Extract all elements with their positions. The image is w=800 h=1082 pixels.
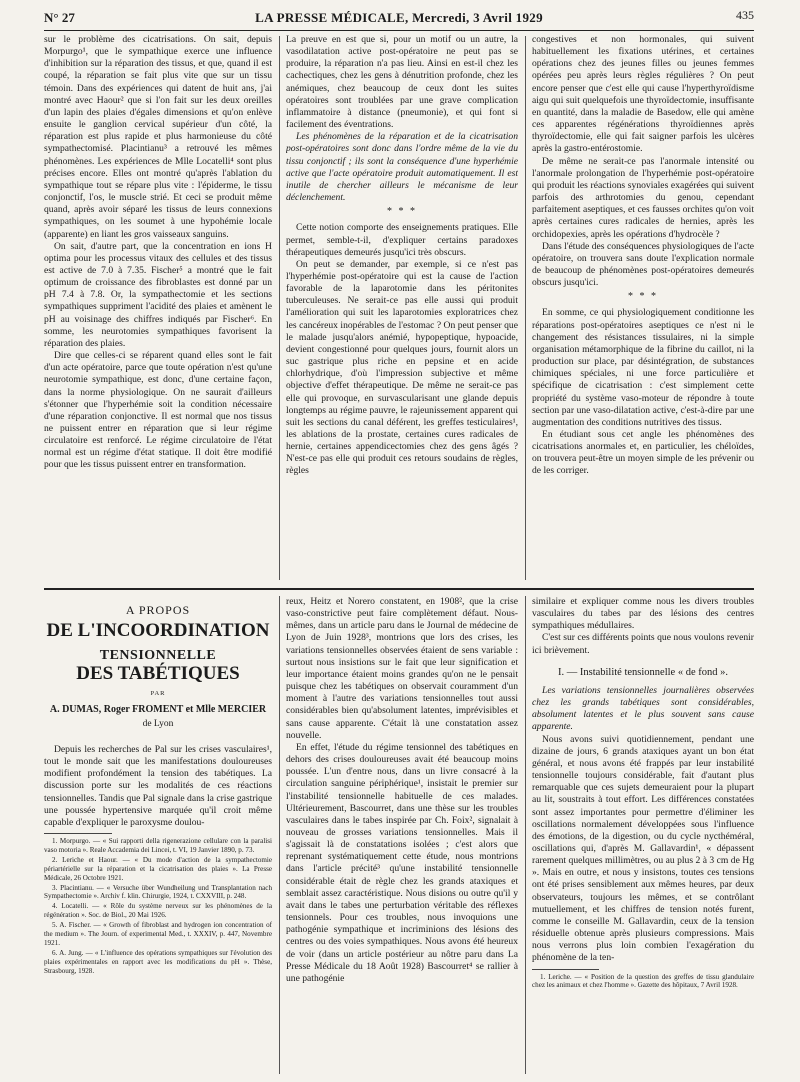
article-separator: [44, 588, 754, 590]
paragraph: En somme, ce qui physiologiquement conditionne les réparations post-opératoires aseptiques ce n'est ni le changement des résistances tissulaires, ni la simple organisation métamorphique de la fibrine du caillot, ni la production sur place, par désintégration, de substances chimiques spéciales, ni une force particulière et spécifique de cicatrisation : c'est simplement cette propriété du système vaso-moteur de répondre à toute section par une vaso-dilatation active, c'est-à-dire par une augmentation des conditions nutritives des tissus.: [532, 307, 754, 428]
section-stars: * * *: [387, 206, 417, 218]
top-column-2: [286, 34, 518, 582]
paragraph: Dans l'étude des conséquences physiologiques de l'acte opératoire, on trouvera sans doute l'explication normale de beaucoup de phénomènes post-opératoires demeurés obscurs jusqu'ici.: [532, 240, 754, 289]
top-column-1: [44, 34, 272, 582]
page-number: 435: [736, 8, 754, 22]
article-column-2: [286, 596, 518, 1076]
article-title-line-2: TENSIONNELLE: [99, 648, 217, 664]
column-divider: [525, 36, 526, 580]
article-authors: A. DUMAS, Roger FROMENT et Mlle MERCIER: [49, 703, 267, 715]
section-lead: Les variations tensionnelles journalières observées chez les grands tabétiques sont considérables, absolument latentes et le plus souvent sans cause apparente.: [532, 684, 754, 733]
footnote: 4. Locatelli. — « Rôle du système nerveux sur les phénomènes de la régénération ». Soc. de Biol., 20 Mai 1926.: [44, 902, 272, 920]
footnote: 2. Leriche et Haour. — « Du mode d'action de la sympathectomie périartérielle sur la réparation et la cicatrisation des plaies ». La Presse Médicale, 26 Octobre 1921.: [44, 855, 272, 882]
article-kicker: A PROPOS: [125, 603, 191, 617]
footnote: 1. Morpurgo. — « Sui rapporti della rigenerazione cellulare con la paralisi vaso motoria ». Reale Accademia dei Lincei, t. VI, 19 Janvier 1890, p. 73.: [44, 837, 272, 854]
paragraph: reux, Heitz et Norero constatent, en 1908², que la crise vaso-constrictive peut faire complètement défaut. Nous-mêmes, dans un article paru dans le Journal de médecine de Lyon de Juin 1928³, montrions que lors des crises, les variations tensionnelles observées étaient de sens variable : surtout nous insistions sur le fait que leur signification et leur importance étaient moins grandes qu'on ne le pensait puisque chez les tabétiques on observait couramment d'un moment à l'autre des variations tensionnelles tout aussi considérables bien qu'absolument latentes, imprévisibles et sans cause apparente. C'était là une constatation assez nouvelle.: [286, 596, 518, 741]
journal-title: LA PRESSE MÉDICALE, Mercredi, 3 Avril 1929: [255, 10, 543, 25]
footnote: 1. Leriche. — « Position de la question des greffes de tissu glandulaire chez les animaux et chez l'homme ». Gazette des hôpitaux, 7 Avril 1928.: [532, 972, 754, 990]
paragraph: similaire et expliquer comme nous les divers troubles vasculaires du tabes par des lésions des centres sympathiques médullaires.: [532, 596, 754, 632]
footnotes: [44, 837, 272, 976]
footnote-rule: [44, 833, 112, 834]
footnote: 5. A. Fischer. — « Growth of fibroblast and hydrogen ion concentration of the medium ». The Journ. of experimental Med., t. XXXIV, p. 447, Novembre 1921.: [44, 921, 272, 947]
footnotes: [532, 973, 754, 991]
article-column-1: [44, 594, 272, 1076]
column-divider: [279, 36, 280, 580]
section-stars: * * *: [628, 291, 658, 303]
paragraph: C'est sur ces différents points que nous voulons revenir ici brièvement.: [532, 632, 754, 656]
article-city: de Lyon: [142, 718, 174, 729]
paragraph: Cette notion comporte des enseignements pratiques. Elle permet, semble-t-il, d'expliquer certains paradoxes thérapeutiques demeurés jusqu'ici très obscurs.: [286, 222, 518, 258]
paragraph: De même ne serait-ce pas l'anormale intensité ou l'anormale prolongation de l'hyperhémie post-opératoire qui produit les réactions synoviales exagérées qui suivent parfois des arthrotomies du genou, cependant parfaitement aseptiques, et ces fausses orchites qu'on voit après certaines cures radicales de hernies, après les orchidopexies, après les opérations d'hydrocèle ?: [532, 155, 754, 240]
article-title-line-1: DE L'INCOORDINATION: [46, 620, 270, 642]
paragraph: La preuve en est que si, pour un motif ou un autre, la vasodilatation active post-opératoire ne peut pas se produire, la réparation n'a pas lieu. Ainsi en est-il chez les cachectiques, chez les gens à dénutrition profonde, chez les anémiques, chez beaucoup de ceux dont les suites opératoires sont troublées par une grave complication inflammatoire à distance (pneumonie), et qui font si facilement des éventrations.: [286, 34, 518, 131]
paragraph: On sait, d'autre part, que la concentration en ions H optima pour les processus vitaux des cellules et des tissus est active de 7.0 à 7.35. Fischer⁵ a montré que le fait optimum de croissance des fibroblastes est donné par un pH 7.4 à 7.8. Or, la sympathectomie et les sections sympathiques suppriment l'acidité des plaies et amènent le pH au voisinage des chiffres indiqués par Fischer⁶. En somme, les neurotomies sympathiques favorisent la réparation des plaies.: [44, 240, 272, 349]
paragraph: On peut se demander, par exemple, si ce n'est pas l'hyperhémie post-opératoire qui est la cause de l'action favorable de la laparotomie dans les péritonites tuberculeuses. Ne serait-ce pas elle aussi qui produit l'amélioration qui suit les laparotomies exploratrices chez les cancéreux inopérables de l'estomac ? On peut penser que le malade jusqu'alors anémié, hypopeptique, hypoacide, devient congestionné pour quelques jours, fournit alors un suc gastrique plus riche en pepsine et en acide chlorhydrique, d'où l'impression subjective et même objective d'effet thérapeutique. De même ne serait-ce pas elle qui provoque, en survascularisant une glande depuis longtemps au régime pauvre, le rajeunissement apparent qui suit les sections du canal déférent, les greffes testiculaires¹, les ablations de la prostate, certaines cures radicales de hernie, certaines appendicectomies chez des gens âgés ? N'est-ce pas elle qui produit ces retours soudains de règles, règles: [286, 258, 518, 477]
top-column-3: [532, 34, 754, 582]
footnote: 3. Placintianu. — « Versuche über Wundheilung und Transplantation nach Sympathectomie ». Archiv f. klin. Chirurgie, 1924, t. CXXVIII, p. 248.: [44, 883, 272, 901]
paragraph: sur le problème des cicatrisations. On sait, depuis Morpurgo¹, que le sympathique exerce une influence d'inhibition sur la réparation des tissus, et que, quand il est coupé, la réparation se fait plus vite que sur un tissu témoin. Dans des expériences qui datent de huit ans, j'ai montré avec Haour² que si l'on fait sur les deux oreilles d'un lapin des plaies d'égales dimensions et qu'on enlève ensuite le ganglion cervical supérieur d'un côté, la réparation est plus rapide et plus harmonieuse du côté sympathectomisé. Placintianu³ a retrouvé les mêmes phénomènes. Les expériences de Mlle Locatelli⁴ sont plus précises encore. Elles ont montré qu'après l'ablation du sympathique tout se répare plus vite : l'épiderme, le tissu conjonctif, l'os, le muscle strié. Et ceci se produit même quand, après avoir séparé les tissus de leurs connexions sympathiques, on les soumet à une hypohémie locale (apparente) en liant les gros vaisseaux sanguins.: [44, 34, 272, 240]
column-divider: [525, 596, 526, 1074]
section-heading: I. — Instabilité tensionnelle « de fond ».: [557, 666, 728, 678]
paragraph: En effet, l'étude du régime tensionnel des tabétiques en dehors des crises douloureuses avait été beaucoup moins poussée. L'un d'entre nous, dans un livre consacré à la circulation sanguine périphérique¹, insistait le premier sur l'instabilité tensionnelle habituelle de ces malades. Ultérieurement, Bascourret, dans une thèse sur les troubles vasculaires dans le tabes inspirée par Ch. Foix², signalait à nouveau de grosses variations tensionnelles. Mais il s'agissait là de constatations isolées ; c'est alors que reprenant systématiquement cette étude, nous montrions dans l'article précité³ qu'une instabilité tensionnelle considérable était de règle chez les grands ataxiques et semblait assez caractéristique. Nous disions ou outre qu'il y avait dans le tabes une perturbation véritable des réflexes tensionnels. Pour ces troubles, nous invoquions une pathogénie sympathique et incriminions des lésions des centres ou des voies sympathiques. Nous avons été heureux de voir (dans un article postérieur au nôtre paru dans La Presse Médicale du 18 Août 1928) Bascourret⁴ se rallier à une pathogénie: [286, 741, 518, 984]
page-header: [44, 8, 754, 31]
article-column-3: [532, 596, 754, 1076]
paragraph: Nous avons suivi quotidiennement, pendant une dizaine de jours, 6 grands ataxiques ayant un bon état général, et nous avons été frappés par leur instabilité tensionnelle toujours considérable, fait d'autant plus remarquable que ces sujets demeuraient pour la plupart au lit, soustraits à tout effort. Les différences constatées sont assez importantes pour permettre d'éliminer les oscillations normalement développées sous l'influence des émotions, de la digestion, ou du cycle nycthéméral, oscillations qui, d'après M. Gallavardin¹, « dépassent rarement quelques millimètres, ou au plus 2 à 3 cm de Hg ». Mais en outre, et nous y insistons, toutes ces tensions ont été prises sensiblement aux mêmes heures, par deux observateurs, toujours les mêmes, et se contrôlant mutuellement, et les chiffres de tension notés furent, comme le conseille M. Gallavardin, ceux de la tension résiduelle obtenue après plusieurs compressions. Mais nous verrons plus loin combien l'exagération du phénomène de la ten-: [532, 733, 754, 964]
footnote: 6. A. Jung. — « L'influence des opérations sympathiques sur l'évolution des plaies expérimentales en rapport avec les modifications du pH ». Thèse, Strasbourg, 1928.: [44, 948, 272, 975]
article-title-line-3: DES TABÉTIQUES: [76, 663, 240, 685]
footnote-rule: [532, 969, 599, 970]
byline-par: PAR: [150, 690, 166, 698]
article-intro: Depuis les recherches de Pal sur les crises vasculaires¹, tout le monde sait que les manifestations douloureuses modifient profondément la tension des tabétiques. La discussion porte sur les modalités de ces réactions tensionnelles. Tandis que Pal signale dans la crise gastrique une poussée hypertensive marquée qu'il croit même capable d'expliquer le paroxysme doulou-: [44, 743, 272, 828]
column-divider: [279, 596, 280, 1074]
paragraph: En étudiant sous cet angle les phénomènes des cicatrisations anormales et, en particulier, les chéloïdes, on trouvera peut-être un moyen simple de les prévenir ou de les corriger.: [532, 429, 754, 477]
paragraph: Les phénomènes de la réparation et de la cicatrisation post-opératoires sont donc dans l'ordre même de la vie du tissu conjonctif ; ils sont la conséquence d'une hyperhémie active que l'acte opératoire produit automatiquement. Il est inutile de chercher ailleurs le mécanisme de leur déclenchement.: [286, 131, 518, 204]
paragraph: congestives et non hormonales, qui suivent habituellement les fixations utérines, et certaines opérations chez des jeunes filles ou jeunes femmes opérées peu après leurs règles régulières ? On peut encore penser que c'est elle qui cause l'hyperthyroïdisme aigu qui suit quelquefois une thyroïdectomie, insuffisante en quantité, dans la maladie de Basedow, elle qui amène ces apparentes régénérations thyroïdiennes après thyroïdectomie, elle qui fait saigner parfois les ulcères après la gastro-entérostomie.: [532, 34, 754, 155]
issue-number: N° 27: [44, 10, 75, 25]
paragraph: Dire que celles-ci se réparent quand elles sont le fait d'un acte opératoire, parce que toute opération n'est qu'une neurotomie sympathique, est donc, d'une certaine façon, dans la norme physiologique. On ne saurait d'ailleurs s'étonner que l'hyperhémie soit la condition nécessaire d'une réparation conjonctive. Il est normal que nos tissus ne puissent entrer en réparation que si leur régime circulatoire est renforcé. Le régime circulatoire de l'état normal est un régime d'état statique. Il doit être modifié pour que les tissus puissent entrer en transformation.: [44, 350, 272, 471]
